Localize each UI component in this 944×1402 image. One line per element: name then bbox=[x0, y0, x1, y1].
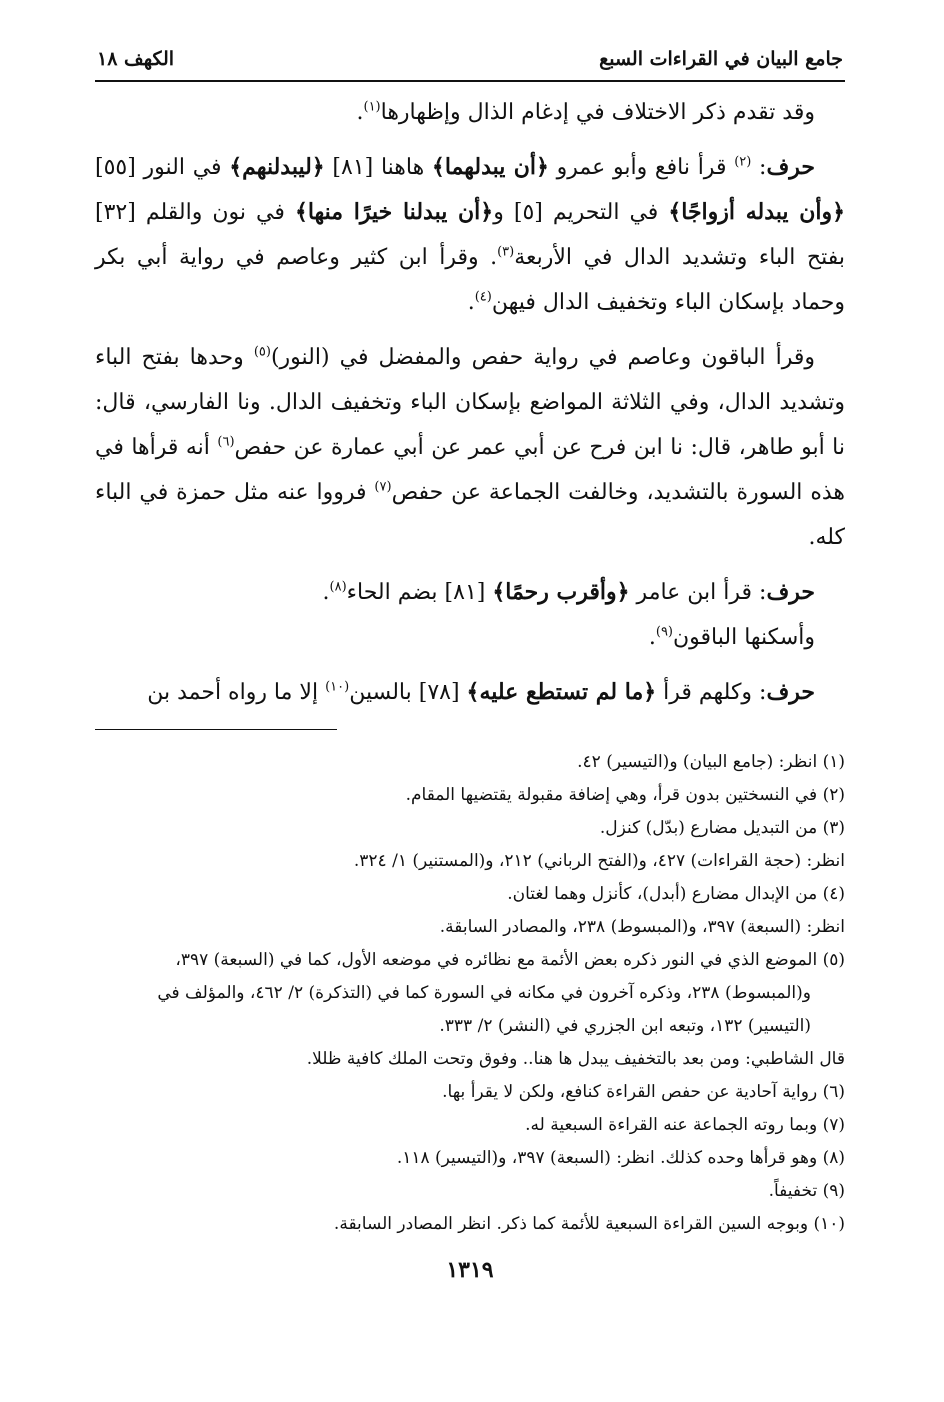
harf-label: حرف bbox=[766, 679, 815, 705]
book-title: جامع البيان في القراءات السبع bbox=[599, 48, 843, 70]
footnote: (٤) من الإبدال مضارع (أبدل)، كأنزل وهما لغتان. bbox=[507, 884, 845, 904]
footnote: (٥) الموضع الذي في النور ذكره بعض الأئمة مع نظائره في موضعه الأول، كما في (السبعة) ٣٩٧، و(المبسوط) ٢٣٨، وذكره آخرون في مكانه في السورة كما في (التذكرة) ٢/ ٤٦٢، والمؤلف في (التيسير) ١٣٢، وتبعه ابن الجزري في (النشر) ٢/ ٣٣٣. bbox=[157, 950, 845, 1036]
footnote-separator bbox=[95, 729, 337, 730]
text-run: قرأ نافع وأبو عمرو bbox=[548, 155, 735, 180]
footnote-reference-line: قال الشاطبي: ومن بعد بالتخفيف يبدل ها هنا.. وفوق وتحت الملك كافية ظللا. bbox=[306, 1049, 845, 1069]
harf-label: حرف bbox=[766, 579, 815, 605]
paragraph bbox=[95, 145, 845, 325]
book-page bbox=[95, 48, 845, 1283]
footnote-ref: (٣) bbox=[497, 244, 515, 260]
text-run: : قرأ ابن عامر bbox=[629, 580, 767, 605]
harf-label: حرف bbox=[766, 154, 816, 180]
footnote-ref: (٩) bbox=[655, 624, 673, 640]
text-run: فرووا عنه مثل حمزة في الباء كله. bbox=[95, 480, 845, 550]
text-run: . bbox=[467, 290, 475, 315]
paragraph bbox=[95, 335, 845, 560]
paragraph bbox=[95, 670, 845, 715]
text-run: . bbox=[356, 100, 364, 125]
footnote-ref: (٥) bbox=[253, 344, 271, 360]
text-run: هاهنا [٨١] bbox=[324, 155, 432, 180]
footnote: (٦) رواية آحادية عن حفص القراءة كنافع، ولكن لا يقرأ بها. bbox=[442, 1082, 845, 1102]
text-run: . وقرأ ابن كثير وعاصم في رواية أبي بكر وحماد بإسكان الباء وتخفيف الدال فيهن bbox=[95, 245, 845, 315]
page-number: ١٣١٩ bbox=[446, 1257, 494, 1283]
footnote-ref: (٢) bbox=[734, 154, 752, 170]
text-run: وقد تقدم ذكر الاختلاف في إدغام الذال وإظهارها bbox=[380, 100, 815, 125]
footnote-ref: (١) bbox=[363, 99, 381, 115]
text-run: وقرأ الباقون وعاصم في رواية حفص والمفضل في (النور) bbox=[270, 345, 815, 370]
footnote-ref: (٤) bbox=[474, 289, 492, 305]
footnote-ref: (٧) bbox=[374, 479, 392, 495]
paragraph bbox=[95, 90, 845, 135]
text-run: إلا ما رواه أحمد بن bbox=[147, 680, 326, 705]
quran-quote: ﴿وأقرب رحمًا﴾ bbox=[492, 579, 630, 605]
quran-quote: ﴿أن يبدلهما﴾ bbox=[431, 154, 549, 180]
text-run: . bbox=[648, 625, 656, 650]
text-run: . bbox=[322, 580, 330, 605]
running-header bbox=[95, 48, 845, 82]
footnote-reference-line: انظر: (السبعة) ٣٩٧، و(المبسوط) ٢٣٨، والمصادر السابقة. bbox=[439, 917, 845, 937]
paragraph bbox=[95, 570, 845, 615]
quran-quote: ﴿ليبدلنهم﴾ bbox=[229, 154, 325, 180]
text-run: في نون والقلم [٣٢] بفتح الباء وتشديد الدال في الأربعة bbox=[95, 200, 846, 270]
footnote: (٩) تخفيفاً. bbox=[768, 1181, 845, 1201]
surah-page-label: الكهف ١٨ bbox=[97, 48, 175, 70]
text-run: في النور [٥٥] bbox=[95, 155, 230, 180]
footnote-ref: (١٠) bbox=[325, 679, 350, 695]
text-run: وحدها بفتح الباء وتشديد الدال، وفي الثلاثة المواضع بإسكان الباء وتخفيف الدال. ونا الفارسي، قال: نا أبو طاهر، قال: نا ابن فرح عن أبي عمر عن أبي عمارة عن حفص bbox=[95, 345, 846, 460]
quran-quote: ﴿أن يبدلنا خيرًا منها﴾ bbox=[294, 199, 494, 225]
footnote: (٨) وهو قرأها وحده كذلك. انظر: (السبعة) ٣٩٧، و(التيسير) ١١٨. bbox=[396, 1148, 845, 1168]
main-text bbox=[95, 90, 845, 715]
text-run: [٧٨] بالسين bbox=[349, 680, 467, 705]
text-run: وأسكنها الباقون bbox=[673, 625, 815, 650]
footnote-reference-line: انظر: (حجة القراءات) ٤٢٧، و(الفتح الرباني) ٢١٢، و(المستنير) ١/ ٣٢٤. bbox=[353, 851, 845, 871]
footnotes bbox=[95, 746, 845, 1241]
text-run: : وكلهم قرأ bbox=[656, 680, 767, 705]
paragraph bbox=[95, 615, 845, 660]
quran-quote: ﴿ما لم تستطع عليه﴾ bbox=[466, 679, 657, 705]
quran-quote: ﴿وأن يبدله أزواجًا﴾ bbox=[668, 199, 846, 225]
footnote: (٧) وبما روته الجماعة عنه القراءة السبعية له. bbox=[525, 1115, 845, 1135]
text-run: [٨١] بضم الحاء bbox=[346, 580, 493, 605]
footnote: (٣) من التبديل مضارع (بدّل) كنزل. bbox=[599, 818, 845, 838]
footnote-ref: (٦) bbox=[217, 434, 235, 450]
text-run: : bbox=[751, 155, 767, 180]
text-run: في التحريم [٥] و bbox=[493, 200, 669, 225]
footnote: (٢) في النسختين بدون قرأ، وهي إضافة مقبولة يقتضيها المقام. bbox=[405, 785, 845, 805]
text-run: أنه قرأها في هذه السورة بالتشديد، وخالفت الجماعة عن حفص bbox=[95, 435, 845, 505]
footnote-ref: (٨) bbox=[329, 579, 347, 595]
footnote: (١٠) وبوجه السين القراءة السبعية للأئمة كما ذكر. انظر المصادر السابقة. bbox=[333, 1214, 845, 1234]
footnote: (١) انظر: (جامع البيان) و(التيسير) ٤٢. bbox=[577, 752, 845, 772]
